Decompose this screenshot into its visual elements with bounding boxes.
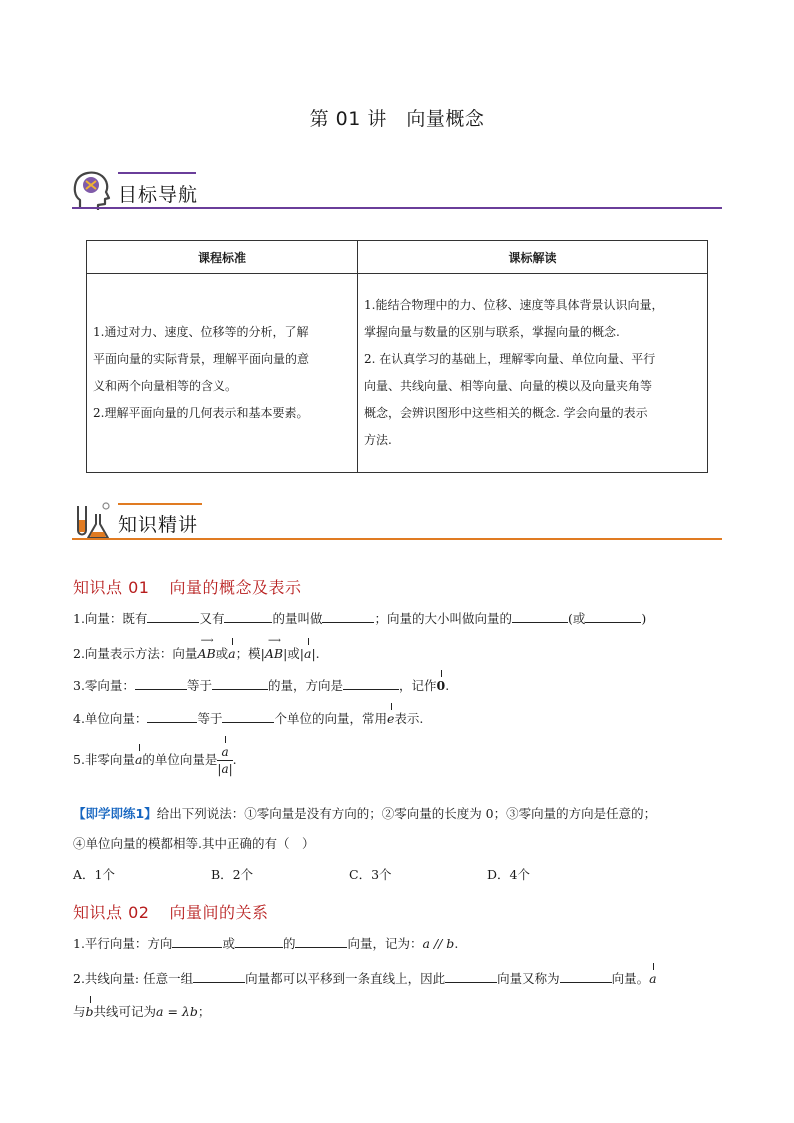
vector-a: a bbox=[228, 646, 236, 661]
kp1-line-3: 3.零向量： 等于 的量，方向是 ，记作0. bbox=[73, 678, 450, 693]
fill-blank bbox=[222, 710, 274, 723]
kp2-title bbox=[73, 900, 268, 923]
fill-blank bbox=[560, 970, 612, 983]
section-knowledge-header bbox=[72, 500, 722, 560]
kp1-line-4: 4.单位向量： 等于 个单位的向量，常用e表示. bbox=[73, 711, 424, 726]
table-header-row bbox=[87, 241, 708, 274]
section-goals-divider bbox=[72, 207, 722, 209]
fill-blank bbox=[445, 970, 497, 983]
kp1-code: 知识点 01 bbox=[73, 578, 150, 597]
standards-table bbox=[86, 240, 708, 473]
vector-a: a bbox=[649, 971, 657, 986]
vector-a: a bbox=[134, 752, 143, 767]
kp2-code: 知识点 02 bbox=[73, 903, 150, 922]
section-goals-label: 目标导航 bbox=[118, 184, 199, 206]
fill-blank bbox=[135, 677, 187, 690]
interpretation-line: 向量、共线向量、相等向量、向量的模以及向量夹角等 bbox=[364, 379, 653, 393]
kp1-title bbox=[73, 575, 301, 598]
interpretation-cell bbox=[358, 274, 708, 473]
vector-ab: ⟶ AB bbox=[264, 636, 284, 661]
interpretation-line: 方法. bbox=[364, 433, 392, 447]
kp2-line-2: 2.共线向量: 任意一组 向量都可以平移到一条直线上，因此 向量又称为 向量。a bbox=[73, 971, 657, 986]
collinear-expression: a = λb bbox=[156, 1004, 198, 1019]
choice-d[interactable]: D．4个 bbox=[487, 867, 530, 882]
kp1-line-2: 2.向量表示方法：向量 ⟶ AB或a；模| ⟶ AB|或|a|. bbox=[73, 636, 320, 661]
table-header-interpretation: 课标解读 bbox=[358, 241, 708, 274]
section-knowledge-accent-line bbox=[118, 503, 202, 505]
exercise-1-choices bbox=[73, 865, 625, 883]
kp2-line-1: 1.平行向量：方向 或 的 向量，记为：a // b. bbox=[73, 936, 459, 951]
section-knowledge-label: 知识精讲 bbox=[118, 514, 199, 536]
fill-blank bbox=[147, 610, 199, 623]
interpretation-line: 概念，会辨识图形中这些相关的概念. 学会向量的表示 bbox=[364, 406, 648, 420]
fill-blank bbox=[172, 935, 222, 948]
section-goals-accent-line bbox=[118, 172, 196, 174]
zero-vector: 0 bbox=[436, 678, 446, 693]
vector-ab: ⟶ AB bbox=[197, 636, 216, 661]
standard-cell bbox=[87, 274, 358, 473]
fill-blank bbox=[193, 970, 245, 983]
interpretation-line: 2. 在认真学习的基础上，理解零向量、单位向量、平行 bbox=[364, 352, 656, 366]
standard-line: 平面向量的实际背景，理解平面向量的意 bbox=[93, 352, 310, 366]
fill-blank bbox=[295, 935, 347, 948]
vector-b: b bbox=[85, 1004, 94, 1019]
unit-vector-fraction: $\frac{a}{|a|}$ bbox=[217, 745, 233, 776]
interpretation-line: 1.能结合物理中的力、位移、速度等具体背景认识向量， bbox=[364, 298, 664, 312]
fill-blank bbox=[147, 710, 197, 723]
table-row bbox=[87, 274, 708, 473]
choice-a[interactable]: A．1个 bbox=[73, 867, 115, 882]
exercise-1-line-1: 【即学即练1】给出下列说法：①零向量是没有方向的；②零向量的长度为 0；③零向量的方向是任意的； bbox=[73, 806, 657, 821]
kp2-name: 向量间的关系 bbox=[169, 903, 269, 922]
fill-blank bbox=[224, 610, 272, 623]
parallel-expression: a // b bbox=[422, 936, 455, 951]
exercise-1-line-2: ④单位向量的模都相等.其中正确的有（ ） bbox=[73, 836, 315, 851]
section-goals-header bbox=[72, 168, 722, 228]
choice-c[interactable]: C．3个 bbox=[349, 867, 392, 882]
fill-blank bbox=[212, 677, 268, 690]
kp1-line-5: 5.非零向量a的单位向量是 $\frac{a}{|a|}$ . bbox=[73, 745, 237, 776]
standard-line: 1.通过对力、速度、位移等的分析，了解 bbox=[93, 325, 309, 339]
kp1-name: 向量的概念及表示 bbox=[169, 578, 302, 597]
fill-blank bbox=[585, 610, 641, 623]
exercise-tag: 【即学即练1】 bbox=[73, 806, 157, 821]
fill-blank bbox=[512, 610, 568, 623]
choice-b[interactable]: B．2个 bbox=[211, 867, 254, 882]
vector-e: e bbox=[386, 711, 395, 726]
standard-line: 2.理解平面向量的几何表示和基本要素。 bbox=[93, 406, 309, 420]
section-knowledge-divider bbox=[72, 538, 722, 540]
fill-blank bbox=[235, 935, 283, 948]
fill-blank bbox=[322, 610, 374, 623]
table-header-standard: 课程标准 bbox=[87, 241, 358, 274]
interpretation-line: 掌握向量与数量的区别与联系，掌握向量的概念. bbox=[364, 325, 620, 339]
standard-line: 义和两个向量相等的含义。 bbox=[93, 379, 238, 393]
kp1-line-1: 1.向量：既有 又有 的量叫做 ；向量的大小叫做向量的 (或 ) bbox=[73, 611, 647, 626]
vector-a: a bbox=[304, 646, 312, 661]
head-brain-icon bbox=[72, 168, 112, 212]
kp2-line-3: 与b共线可记为a = λb； bbox=[73, 1004, 211, 1019]
page-title: 第 01 讲 向量概念 bbox=[309, 108, 485, 130]
fill-blank bbox=[343, 677, 399, 690]
